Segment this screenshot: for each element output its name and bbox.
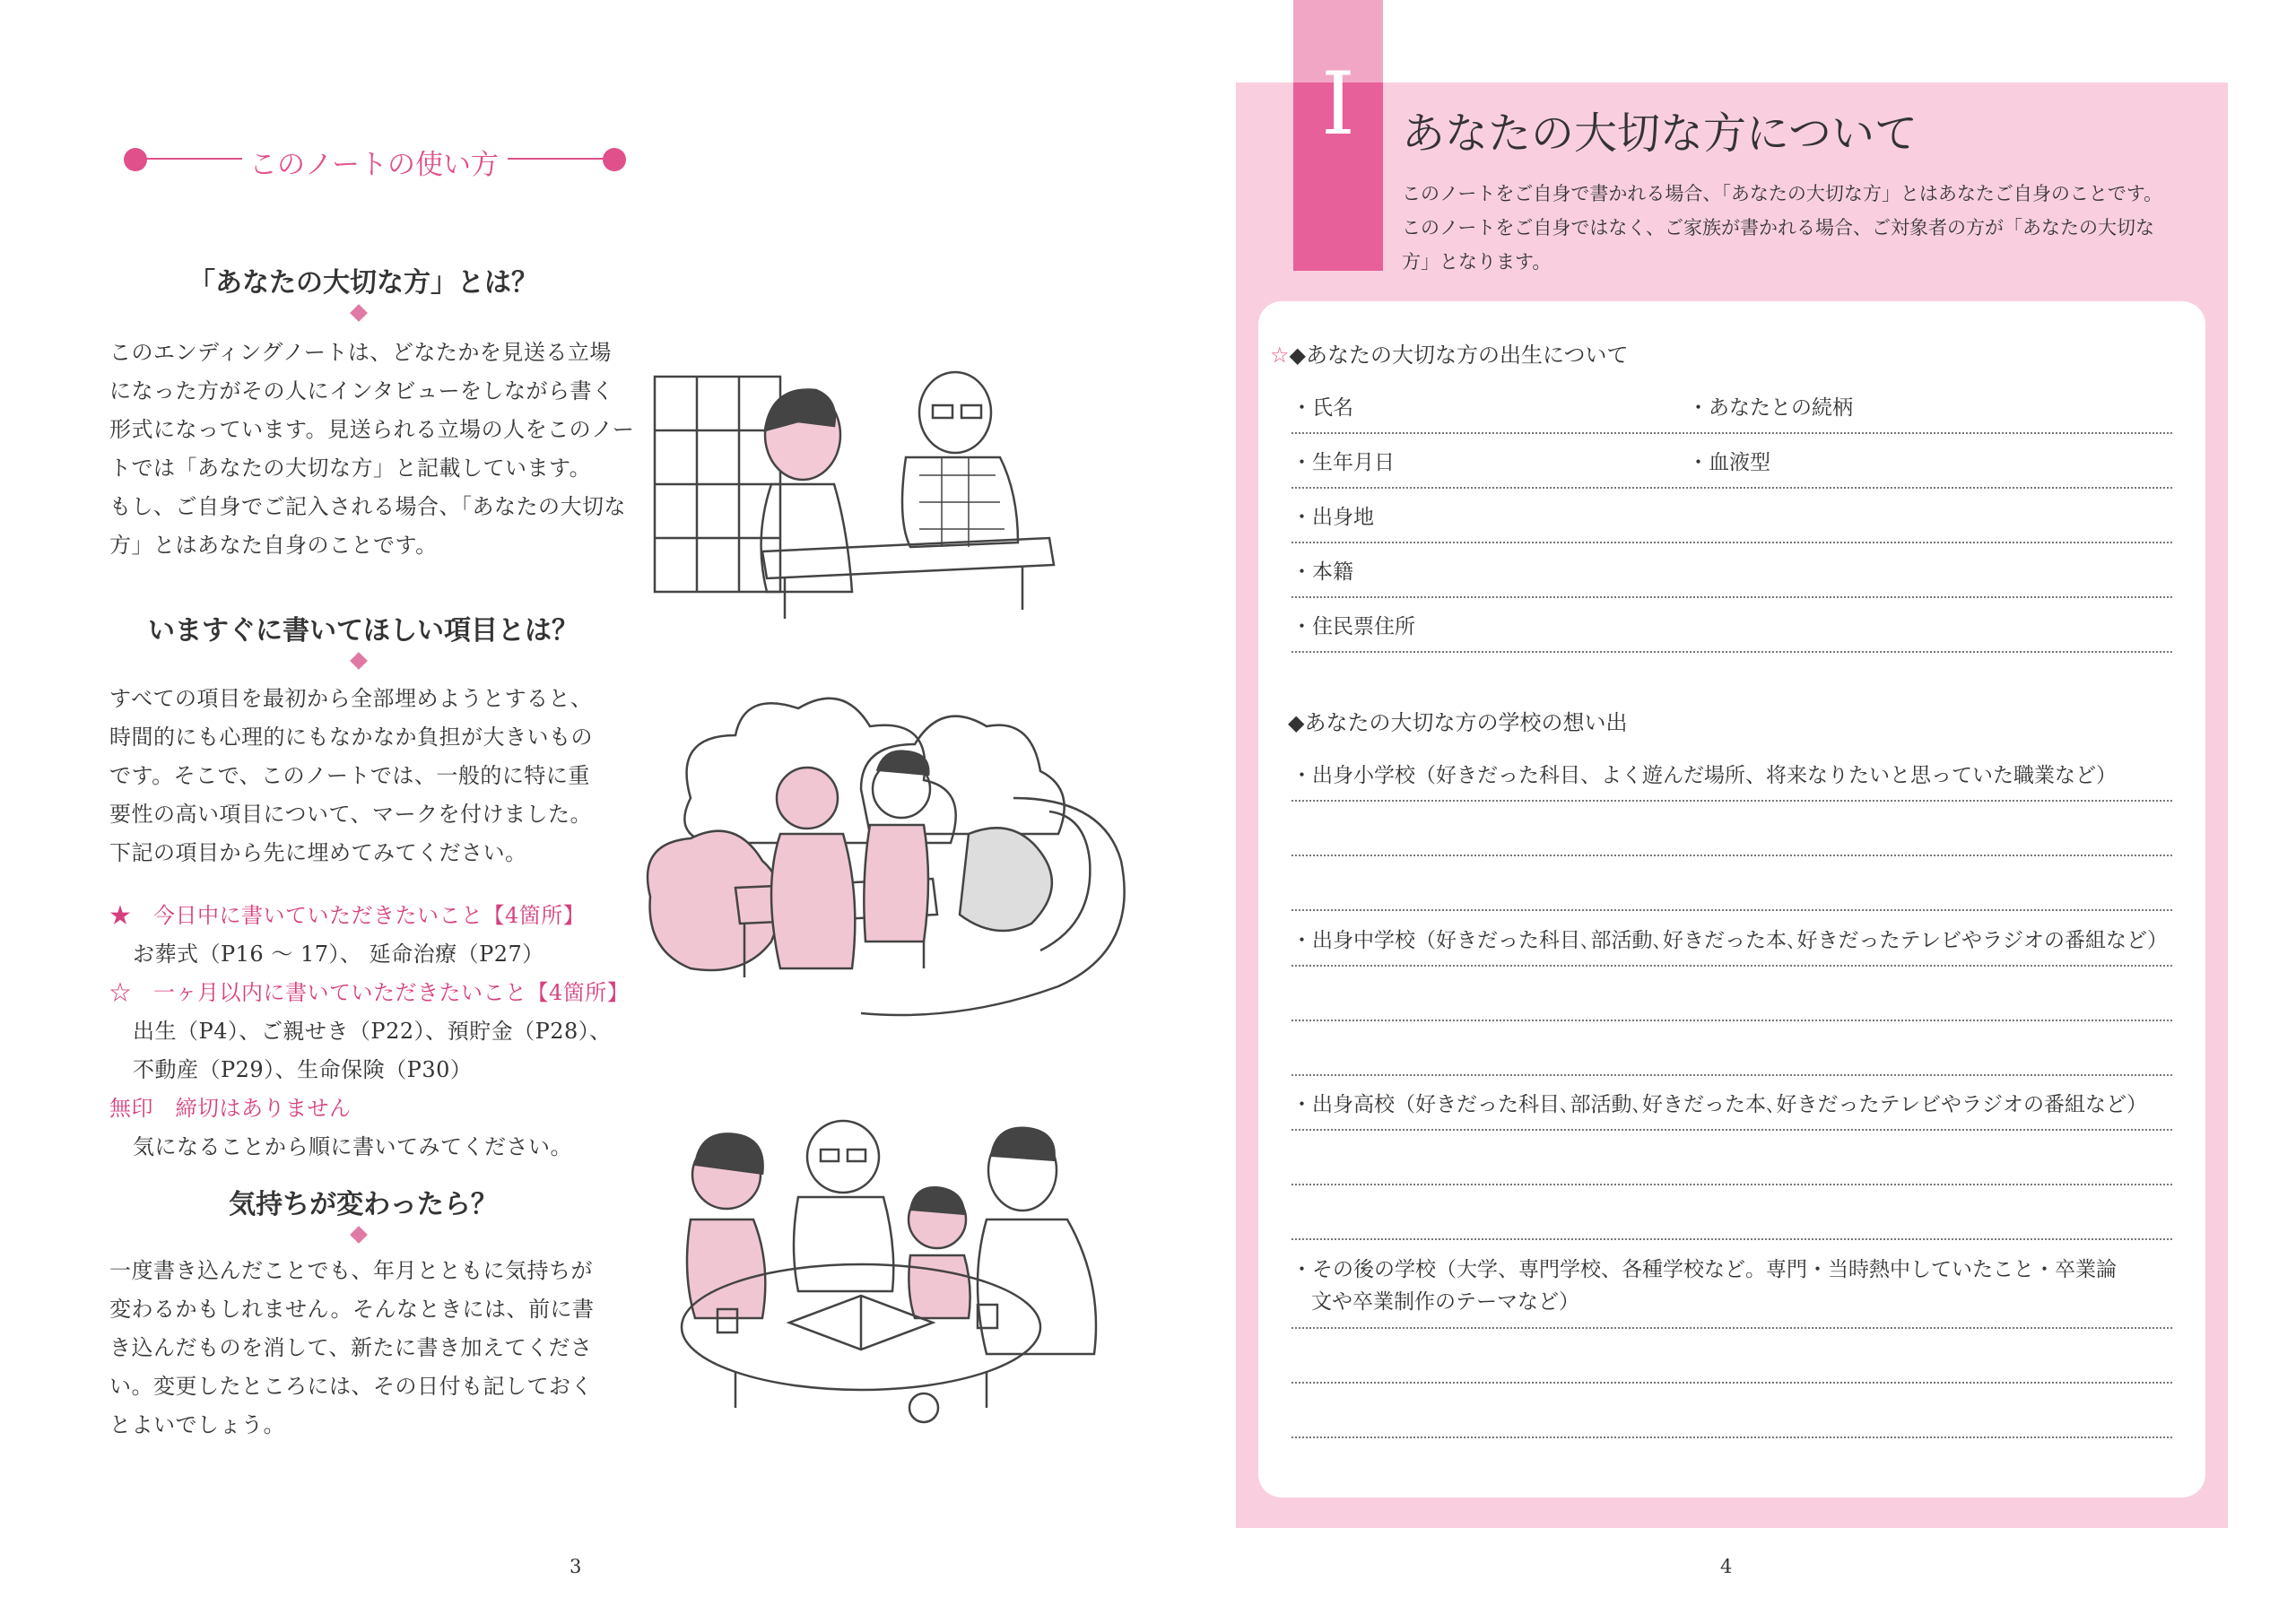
priority-list: ★ 今日中に書いていただきたいこと【4箇所】 お葬式（P16 ～ 17）、 延命治療（P27） ☆ 一ヶ月以内に書いていただきたいこと【4箇所】 出生（P4）、ご親せき（P22）、預貯金（P28）、 不動産（P29）、生命保険（P30） 無印 締切はありません 気になることから順に書いてみてください。 (109, 897, 629, 1167)
field-birthplace-label: ・出身地 (1292, 506, 1374, 529)
park-bench-illustration (637, 681, 1139, 1040)
paragraph-write-now: すべての項目を最初から全部埋めようとすると、 時間的にも心理的にもなかなか負担が大きいもの です。そこで、このノートでは、一般的に特に重 要性の高い項目について、マークを付けました。 下記の項目から先に埋めてみてください。 (109, 686, 593, 865)
write-line[interactable] (1292, 1074, 2172, 1076)
field-name-label: ・氏名 (1292, 396, 1353, 420)
field-blood-label: ・血液型 (1688, 451, 1770, 474)
write-line[interactable] (1292, 1238, 2172, 1240)
section-intro: このノートをご自身で書かれる場合、「あなたの大切な方」とはあなたご自身のことです。 このノートをご自身ではなく、ご家族が書かれる場合、ご対象者の方が「あなたの大切な 方」となります。 (1402, 183, 2163, 273)
diamond-ornament (350, 304, 368, 322)
write-line[interactable] (1292, 542, 2172, 543)
paragraph-change-of-mind: 一度書き込んだことでも、年月とともに気持ちが 変わるかもしれません。そんなときには、前に書 き込んだものを消して、新たに書き加えてくださ い。変更したところには、その日付も記しておく とよいでしょう。 (109, 1258, 595, 1437)
page-number-left: 3 (570, 1556, 582, 1577)
interview-illustration (646, 359, 1058, 628)
priority-month: ☆ 一ヶ月以内に書いていただきたいこと【4箇所】 (109, 980, 630, 1005)
write-line[interactable] (1292, 1382, 2172, 1384)
school-junior-label: ・出身中学校（好きだった科目､部活動､好きだった本､好きだったテレビやラジオの番組など） (1292, 929, 2169, 952)
write-line[interactable] (1292, 596, 2172, 598)
birth-heading: ☆◆あなたの大切な方の出生について (1270, 343, 1629, 368)
field-birthday-label: ・生年月日 (1292, 451, 1395, 474)
school-heading: ◆あなたの大切な方の学校の想い出 (1288, 710, 1628, 735)
write-line[interactable] (1292, 1436, 2172, 1438)
write-line[interactable] (1292, 1129, 2172, 1131)
form-card (1258, 301, 2205, 1497)
school-elementary-label: ・出身小学校（好きだった科目、よく遊んだ場所、将来なりたいと思っていた職業など） (1292, 764, 2117, 787)
heading-change-of-mind: 気持ちが変わったら？ (229, 1189, 498, 1220)
priority-none: 無印 締切はありません (109, 1096, 352, 1121)
write-line[interactable] (1292, 1020, 2172, 1021)
section-number: I (1321, 54, 1355, 154)
write-line[interactable] (1292, 487, 2172, 489)
school-high-label: ・出身高校（好きだった科目､部活動､好きだった本､好きだったテレビやラジオの番組など） (1292, 1093, 2148, 1116)
write-line[interactable] (1292, 1184, 2172, 1185)
write-line[interactable] (1292, 855, 2172, 856)
school-after-label-cont: 文や卒業制作のテーマなど） (1311, 1290, 1579, 1314)
family-table-illustration (664, 1103, 1130, 1426)
write-line[interactable] (1292, 965, 2172, 967)
write-line[interactable] (1292, 1327, 2172, 1329)
section-title-main: あなたの大切な方について (1402, 108, 1918, 159)
heading-write-now: いますぐに書いてほしい項目とは？ (148, 615, 578, 647)
write-line[interactable] (1292, 909, 2172, 911)
diamond-ornament (350, 652, 368, 670)
write-line[interactable] (1292, 651, 2172, 653)
heading-important-person: 「あなたの大切な方」とは？ (188, 267, 538, 299)
school-after-label: ・その後の学校（大学、専門学校、各種学校など。専門・当時熱中していたこと・卒業論 (1292, 1258, 2117, 1281)
write-line[interactable] (1292, 800, 2172, 802)
field-address-label: ・住民票住所 (1292, 615, 1415, 638)
star-outline-icon: ☆ (1270, 343, 1290, 368)
field-domicile-label: ・本籍 (1292, 560, 1353, 584)
priority-today: ★ 今日中に書いていただきたいこと【4箇所】 (109, 903, 586, 928)
page-number-right: 4 (1720, 1556, 1733, 1577)
diamond-ornament (350, 1226, 368, 1244)
field-relation-label: ・あなたとの続柄 (1688, 396, 1853, 420)
write-line[interactable] (1292, 432, 2172, 434)
paragraph-important-person: このエンディングノートは、どなたかを見送る立場 になった方がその人にインタビューをしながら書く 形式になっています。見送られる立場の人をこのノー トでは「あなたの大切な方」と記載しています。 もし、ご自身でご記入される場合、「あなたの大切な 方」とはあなた自身のことです。 (109, 340, 635, 558)
section-title: このノートの使い方 (248, 149, 500, 181)
